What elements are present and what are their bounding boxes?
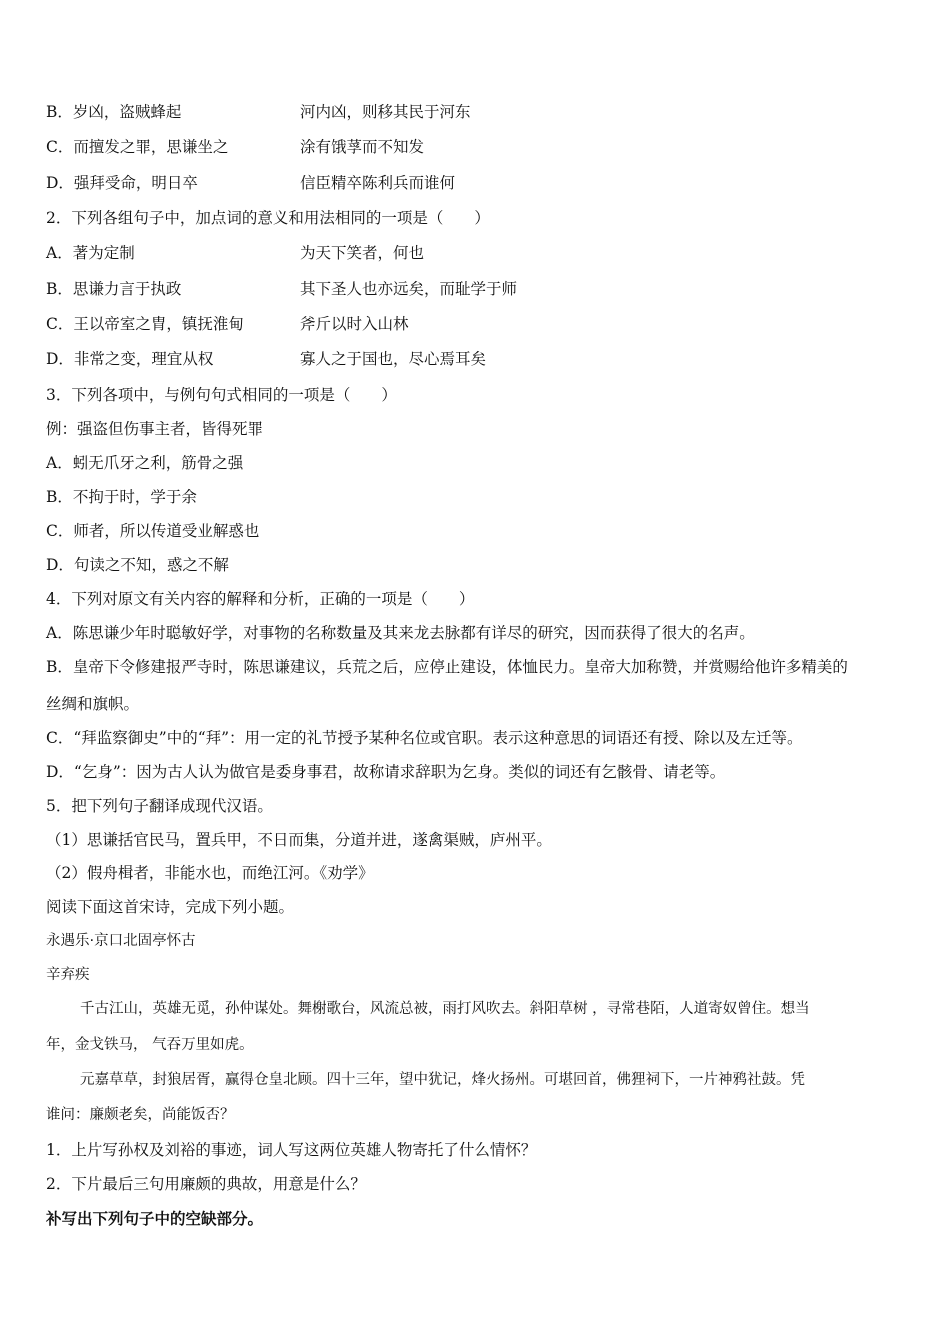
poem-question-2: 2．下片最后三句用廉颇的典故，用意是什么？ (46, 1175, 366, 1193)
q3-option-d: D．句读之不知，惑之不解 (46, 556, 229, 574)
poem-question-1: 1．上片写孙权及刘裕的事迹，词人写这两位英雄人物寄托了什么情怀？ (46, 1141, 537, 1159)
poem-title: 永遇乐·京口北固亭怀古 (46, 933, 196, 949)
q3-option-c: C．师者，所以传道受业解惑也 (46, 522, 260, 540)
q2-option-b-right: 其下圣人也亦远矣，而耻学于师 (300, 280, 518, 298)
q5-sentence-2: （2）假舟楫者，非能水也，而绝江河。《劝学》 (46, 864, 374, 882)
q1-option-b-left: B．岁凶，盗贼蜂起 (46, 103, 182, 121)
q4-option-d: D．“乞身”：因为古人认为做官是委身事君，故称请求辞职为乞身。类似的词还有乞骸骨、请老等。 (46, 763, 726, 781)
q2-option-b-left: B．思谦力言于执政 (46, 280, 182, 298)
poem-stanza-2-line1: 元嘉草草，封狼居胥，赢得仓皇北顾。四十三年，望中犹记，烽火扬州。可堪回首，佛狸祠下，一片神鸦社鼓。凭 (80, 1072, 805, 1088)
q2-option-c-right: 斧斤以时入山林 (300, 315, 409, 333)
poem-stanza-1-line1: 千古江山，英雄无觅，孙仲谋处。舞榭歌台，风流总被，雨打风吹去。斜阳草树 ，寻常巷陌，人道寄奴曾住。想当 (80, 1001, 810, 1017)
q1-option-c-right: 涂有饿莩而不知发 (300, 138, 425, 156)
q3-example: 例：强盗但伤事主者，皆得死罪 (46, 420, 264, 438)
q2-option-a-right: 为天下笑者，何也 (300, 244, 425, 262)
q4-option-b-line2: 丝绸和旗帜。 (46, 695, 140, 713)
q2-option-d-right: 寡人之于国也，尽心焉耳矣 (300, 350, 487, 368)
q2-stem: 2．下列各组句子中，加点词的意义和用法相同的一项是（ ） (46, 209, 490, 227)
poem-author: 辛弃疾 (46, 967, 90, 983)
q3-option-b: B．不拘于时，学于余 (46, 488, 197, 506)
q1-option-d-right: 信臣精卒陈利兵而谁何 (300, 174, 456, 192)
q2-option-d-left: D．非常之变，理宜从权 (46, 350, 214, 368)
q5-stem: 5．把下列句子翻译成现代汉语。 (46, 797, 273, 815)
q4-option-a: A．陈思谦少年时聪敏好学，对事物的名称数量及其来龙去脉都有详尽的研究，因而获得了很大的名声。 (46, 624, 755, 642)
q5-sentence-1: （1）思谦括官民马，置兵甲，不日而集，分道并进，遂禽渠贼，庐州平。 (46, 831, 552, 849)
q3-option-a: A．蚓无爪牙之利，筋骨之强 (46, 454, 244, 472)
q1-option-d-left: D．强拜受命，明日卒 (46, 174, 198, 192)
poem-stanza-2-line2: 谁问：廉颇老矣，尚能饭否？ (46, 1107, 235, 1123)
poem-instruction: 阅读下面这首宋诗，完成下列小题。 (46, 898, 295, 916)
section-heading: 补写出下列句子中的空缺部分。 (46, 1209, 264, 1228)
q4-option-b-line1: B．皇帝下令修建报严寺时，陈思谦建议，兵荒之后，应停止建设，体恤民力。皇帝大加称赞，并赏赐给他许多精美的 (46, 658, 848, 676)
poem-stanza-1-line2: 年，金戈铁马， 气吞万里如虎。 (46, 1037, 254, 1053)
q2-option-a-left: A．著为定制 (46, 244, 135, 262)
q2-option-c-left: C．王以帝室之胄，镇抚淮甸 (46, 315, 244, 333)
q1-option-c-left: C．而擅发之罪，思谦坐之 (46, 138, 229, 156)
q3-stem: 3．下列各项中，与例句句式相同的一项是（ ） (46, 386, 397, 404)
q1-option-b-right: 河内凶，则移其民于河东 (300, 103, 471, 121)
q4-option-c: C．“拜监察御史”中的“拜”：用一定的礼节授予某种名位或官职。表示这种意思的词语还有授、除以及左迁等。 (46, 729, 803, 747)
q4-stem: 4．下列对原文有关内容的解释和分析，正确的一项是（ ） (46, 590, 475, 608)
